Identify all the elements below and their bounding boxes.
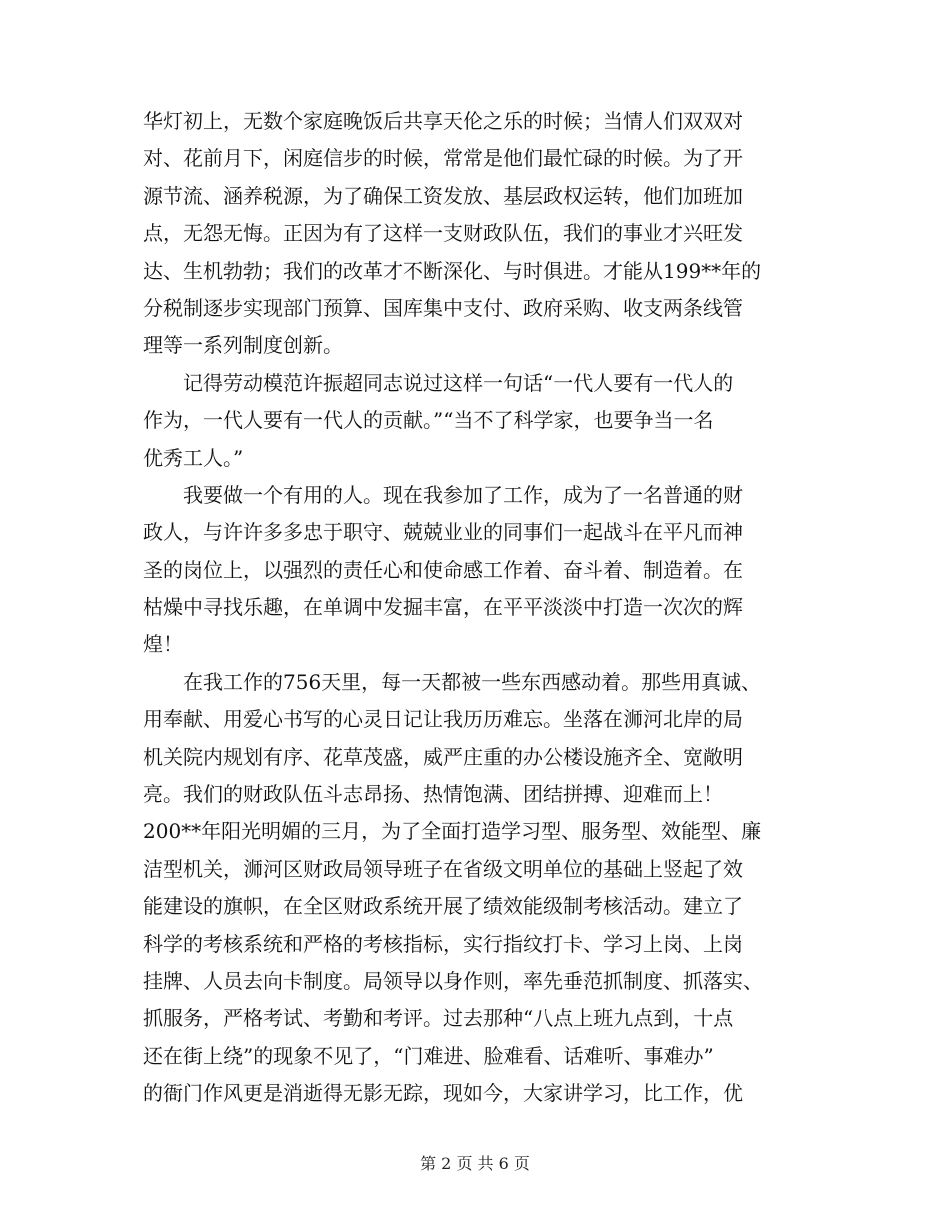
- text-line: 达、生机勃勃；我们的改革才不断深化、与时俱进。才能从199**年的: [143, 258, 762, 283]
- text-line: 能建设的旗帜，在全区财政系统开展了绩效能级制考核活动。建立了: [143, 894, 743, 919]
- text-line: 点，无怨无悔。正因为有了这样一支财政队伍，我们的事业才兴旺发: [143, 221, 743, 246]
- text-line: 煌！: [143, 632, 183, 657]
- text-line: 政人，与许许多多忠于职守、兢兢业业的同事们一起战斗在平凡而神: [143, 520, 743, 545]
- page-footer: 第 2 页 共 6 页: [420, 1154, 530, 1173]
- text-line: 作为，一代人要有一代人的贡献。”“当不了科学家，也要争当一名: [143, 408, 714, 433]
- text-line: 亮。我们的财政队伍斗志昂扬、热情饱满、团结拼搏、迎难而上！: [143, 782, 723, 807]
- text-line: 对、花前月下，闲庭信步的时候，常常是他们最忙碌的时候。为了开: [143, 146, 743, 171]
- body-text: [143, 103, 807, 1113]
- text-line: 华灯初上，无数个家庭晚饭后共享天伦之乐的时候；当情人们双双对: [143, 109, 743, 133]
- text-line: 科学的考核系统和严格的考核指标，实行指纹打卡、学习上岗、上岗: [143, 931, 743, 956]
- paragraph-first-line: 记得劳动模范许振超同志说过这样一句话“一代人要有一代人的: [183, 370, 734, 395]
- paragraph-first-line: 我要做一个有用的人。现在我参加了工作，成为了一名普通的财: [183, 482, 743, 507]
- text-line: 圣的岗位上，以强烈的责任心和使命感工作着、奋斗着、制造着。在: [143, 557, 743, 582]
- text-line: 洁型机关，浉河区财政局领导班子在省级文明单位的基础上竖起了效: [143, 856, 743, 881]
- text-line: 的衙门作风更是消逝得无影无踪，现如今，大家讲学习，比工作，优: [143, 1081, 743, 1106]
- text-line: 枯燥中寻找乐趣，在单调中发掘丰富，在平平淡淡中打造一次次的辉: [143, 595, 743, 620]
- text-line: 用奉献、用爱心书写的心灵日记让我历历难忘。坐落在浉河北岸的局: [143, 707, 743, 732]
- text-line: 理等一系列制度创新。: [143, 333, 343, 358]
- text-line: 200**年阳光明媚的三月，为了全面打造学习型、服务型、效能型、廉: [143, 819, 762, 844]
- text-line: 机关院内规划有序、花草茂盛，威严庄重的办公楼设施齐全、宽敞明: [143, 744, 743, 769]
- paragraph-first-line: 在我工作的756天里，每一天都被一些东西感动着。那些用真诚、: [183, 669, 762, 694]
- text-line: 源节流、涵养税源，为了确保工资发放、基层政权运转，他们加班加: [143, 183, 743, 208]
- text-line: 挂牌、人员去向卡制度。局领导以身作则，率先垂范抓制度、抓落实、: [143, 968, 763, 993]
- text-line: 还在街上绕”的现象不见了，“门难进、脸难看、话难听、事难办”: [143, 1043, 714, 1068]
- text-line: 抓服务，严格考试、考勤和考评。过去那种“八点上班九点到，十点: [143, 1006, 734, 1031]
- text-line: 分税制逐步实现部门预算、国库集中支付、政府采购、收支两条线管: [143, 295, 743, 320]
- text-line: 优秀工人。”: [143, 445, 244, 470]
